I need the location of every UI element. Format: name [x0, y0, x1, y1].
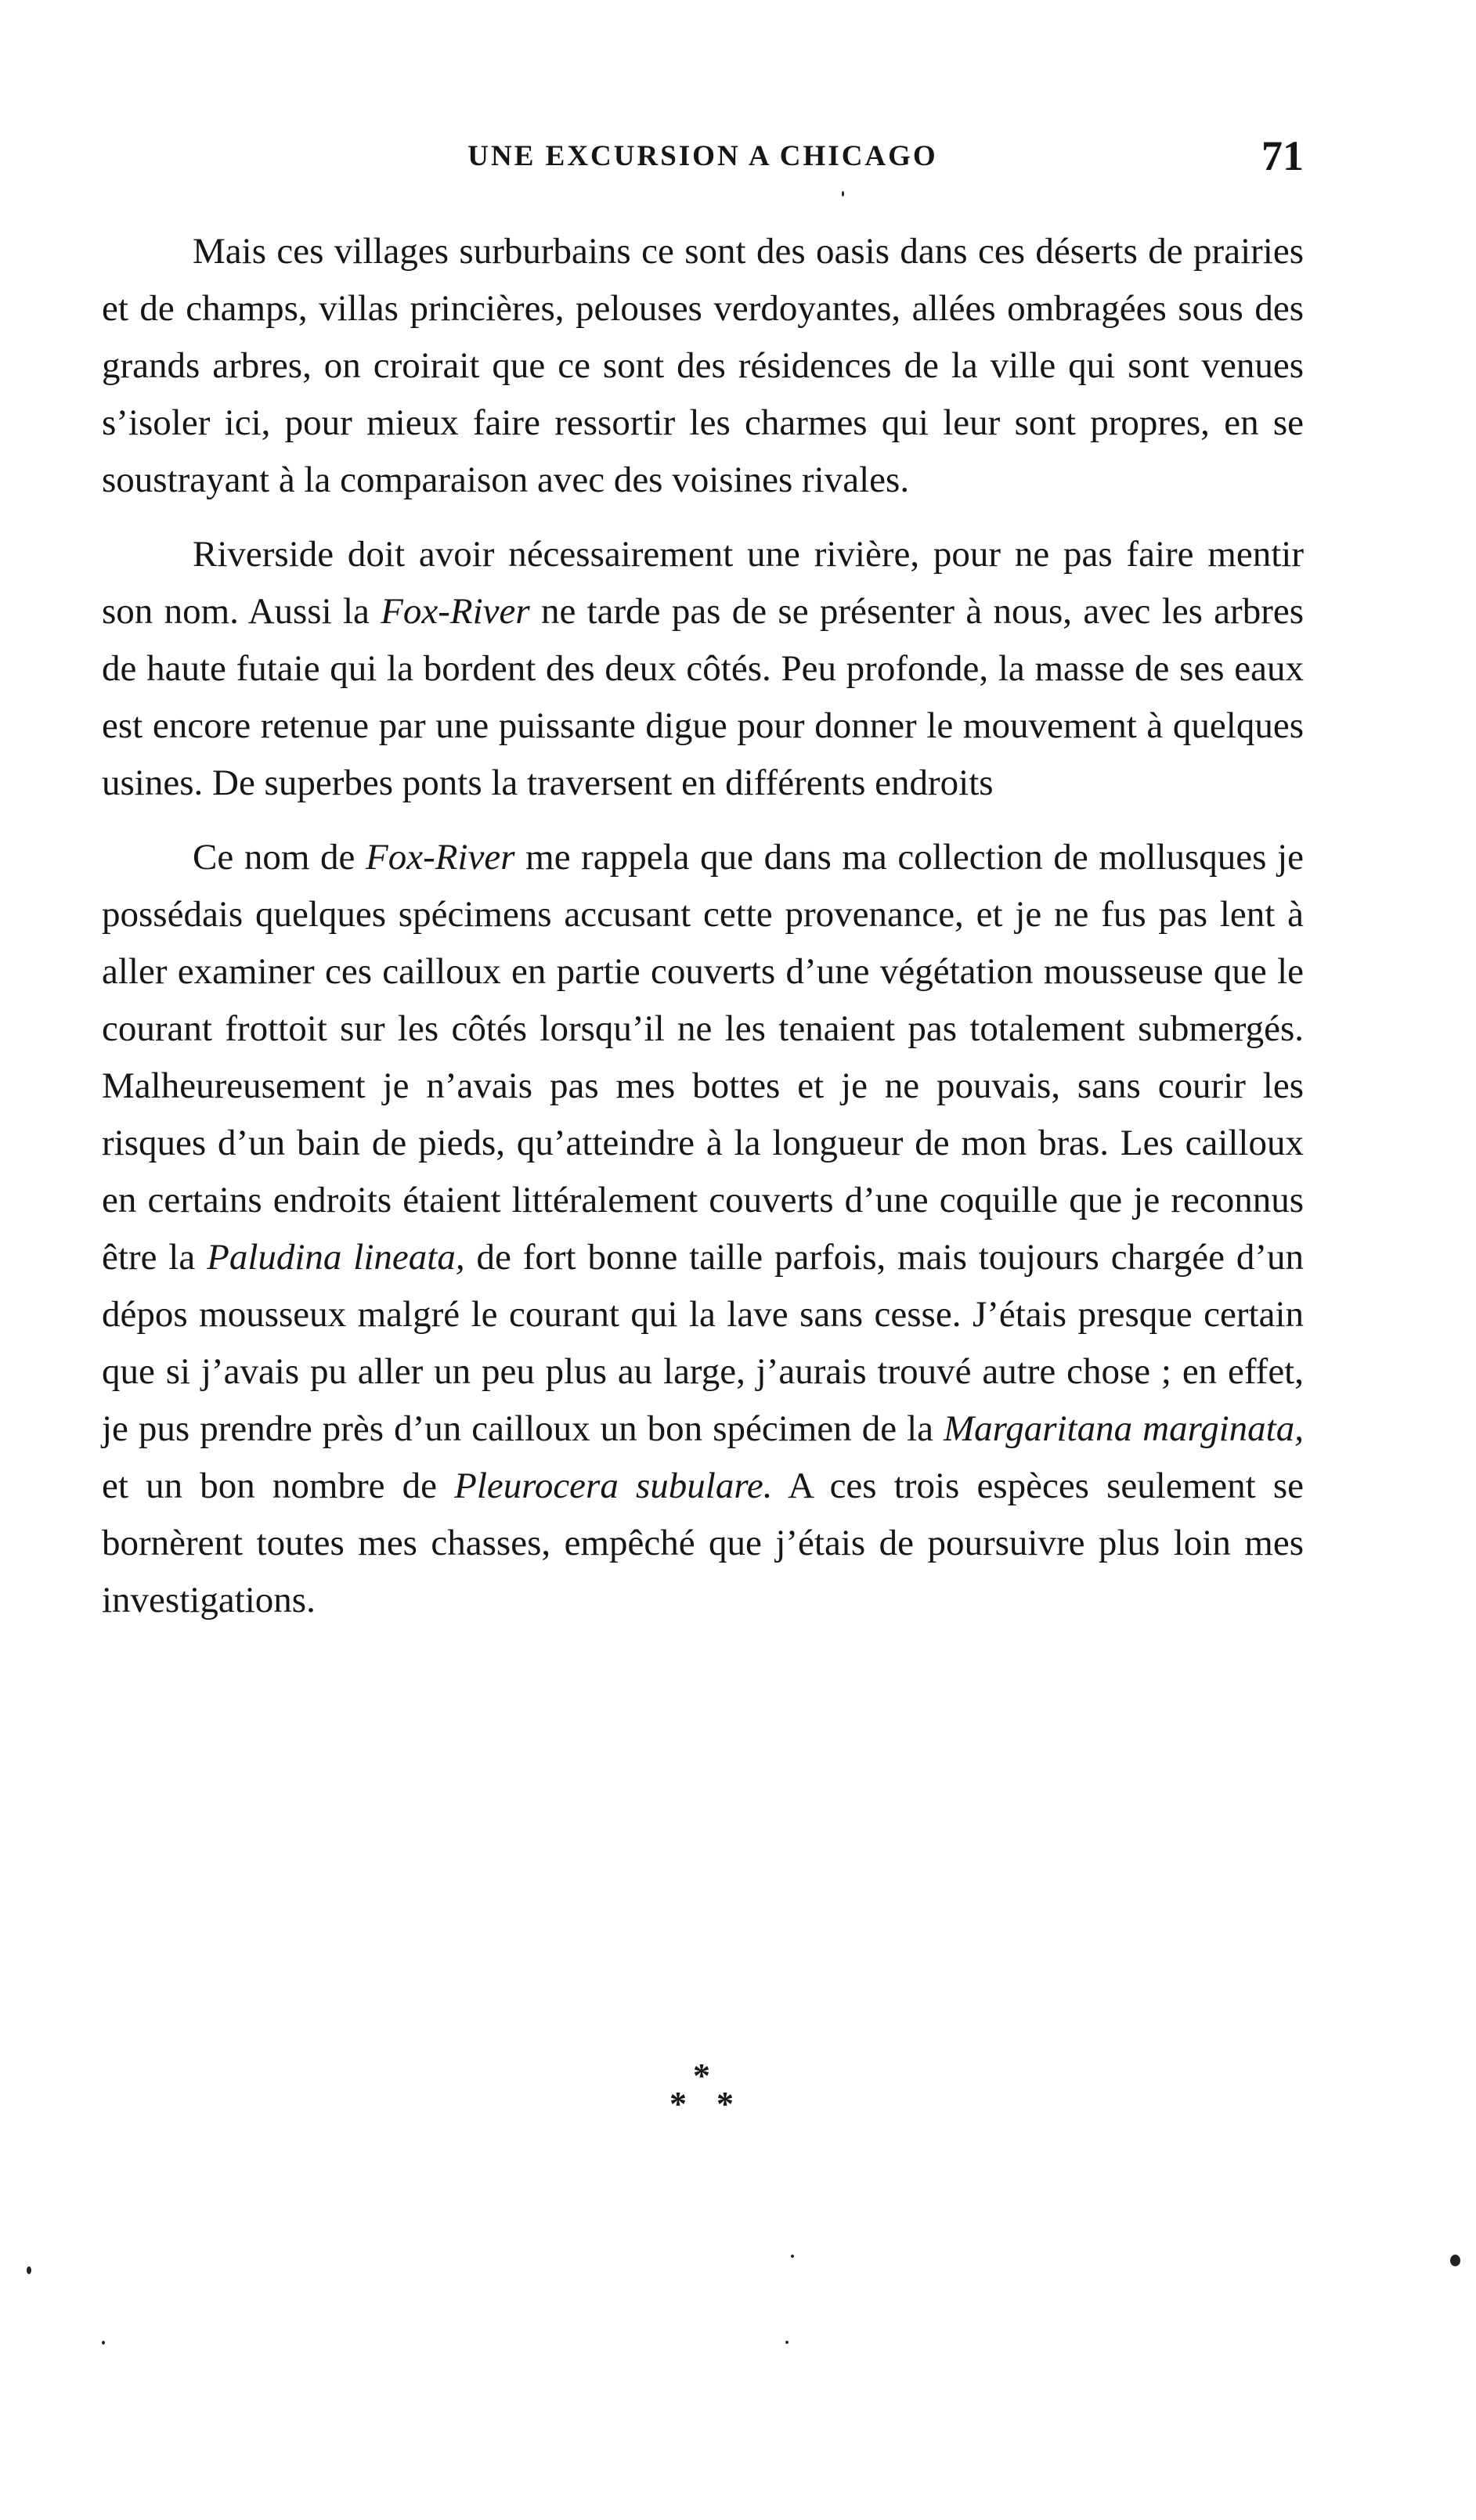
italic-term: Fox-River [366, 837, 515, 878]
italic-term: Pleurocera subulare. [454, 1465, 773, 1506]
section-separator-asterism [669, 2059, 740, 2137]
asterisk: * [716, 2085, 734, 2123]
print-speck [102, 2341, 105, 2345]
italic-term: Paludina lineata, [207, 1237, 465, 1278]
asterisk: * [693, 2057, 710, 2095]
text-run: me rappela que dans ma collection de mollusques je possédais quelques spécimens accusant cette provenance, et je ne fus pas lent à aller examiner ces cailloux en partie couverts d’une végétation mousseuse que le courant frottoit sur les côtés lorsqu’il ne les tenaient pas totalement submergés. Malheureusement je n’avais pas mes bottes et je ne pouvais, sans courir les risques d’un bain de pieds, qu’atteindre à la longueur de mon bras. Les cailloux en certains endroits étaient littéralement couverts d’une coquille que je reconnus être la [102, 837, 1304, 1278]
text-run: et un bon nombre de [102, 1465, 455, 1506]
asterisk: * [669, 2085, 687, 2123]
print-speck [785, 2341, 789, 2344]
print-speck [842, 191, 844, 196]
paragraph [102, 526, 1304, 812]
print-speck [1450, 2255, 1460, 2266]
text-run: de fort bonne taille parfois, mais toujours chargée d’un dépos mousseux malgré le courant qui la lave sans cesse. J’étais presque certain que si j’avais pu aller un peu plus au large, j’aurais trouvé autre chose ; en effet, je pus prendre près d’un cailloux un bon spécimen de la [102, 1237, 1304, 1449]
print-speck [791, 2255, 794, 2258]
body-text [102, 223, 1304, 1646]
print-speck [27, 2266, 31, 2274]
text-run: Ce nom de [193, 837, 366, 878]
paragraph [102, 223, 1304, 509]
text-run: ne tarde pas de se présenter à nous, avec les arbres de haute futaie qui la bordent des deux côtés. Peu profonde, la masse de ses eaux est encore retenue par une puissante digue pour donner le mouvement à quelques usines. De superbes ponts la traversent en différents endroits [102, 591, 1304, 803]
italic-term: Fox-River [381, 591, 530, 632]
text-run: Riverside doit avoir nécessairement une rivière, pour ne pas faire mentir son nom. Aussi la [102, 534, 1304, 632]
text-run: Mais ces villages surburbains ce sont des oasis dans ces déserts de prairies et de champs, villas princières, pelouses verdoyantes, allées ombragées sous des grands arbres, on croirait que ce sont des résidences de la ville qui sont venues s’isoler ici, pour mieux faire ressortir les charmes qui leur sont propres, en se soustrayant à la comparaison avec des voisines rivales. [102, 231, 1304, 500]
page-number: 71 [1261, 132, 1304, 179]
text-run: A ces trois espèces seulement se bornèrent toutes mes chasses, empêché que j’étais de poursuivre plus loin mes investigations. [102, 1465, 1304, 1621]
italic-term: Margaritana marginata, [944, 1408, 1304, 1449]
running-header [102, 132, 1304, 186]
running-title: UNE EXCURSION A CHICAGO [467, 140, 938, 172]
paragraph [102, 829, 1304, 1629]
